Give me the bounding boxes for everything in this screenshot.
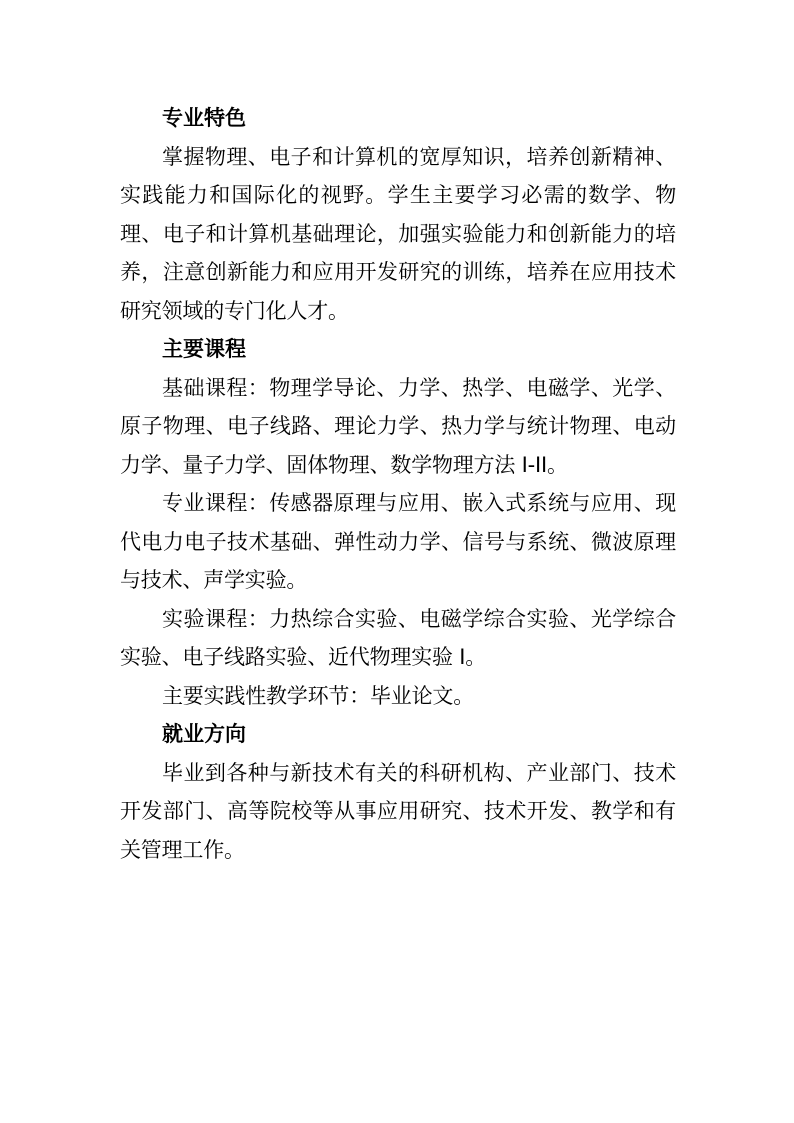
document-body bbox=[120, 99, 676, 869]
courses-heading: 主要课程 bbox=[162, 337, 246, 361]
professional-courses-paragraph: 专业课程：传感器原理与应用、嵌入式系统与应用、现代电力电子技术基础、弹性动力学、信号与系统、微波原理与技术、声学实验。 bbox=[120, 491, 676, 592]
career-heading: 就业方向 bbox=[162, 722, 246, 746]
features-paragraph: 掌握物理、电子和计算机的宽厚知识，培养创新精神、实践能力和国际化的视野。学生主要学习必需的数学、物理、电子和计算机基础理论，加强实验能力和创新能力的培养，注意创新能力和应用开发研究的训练，培养在应用技术研究领域的专门化人才。 bbox=[120, 144, 676, 323]
practice-paragraph: 主要实践性教学环节：毕业论文。 bbox=[162, 683, 474, 708]
features-heading: 专业特色 bbox=[162, 106, 246, 130]
career-paragraph: 毕业到各种与新技术有关的科研机构、产业部门、技术开发部门、高等院校等从事应用研究、技术开发、教学和有关管理工作。 bbox=[120, 760, 676, 862]
basic-courses-paragraph: 基础课程：物理学导论、力学、热学、电磁学、光学、原子物理、电子线路、理论力学、热力学与统计物理、电动力学、量子力学、固体物理、数学物理方法 I-II。 bbox=[120, 375, 676, 477]
experimental-courses-paragraph: 实验课程：力热综合实验、电磁学综合实验、光学综合实验、电子线路实验、近代物理实验 I。 bbox=[120, 606, 676, 669]
